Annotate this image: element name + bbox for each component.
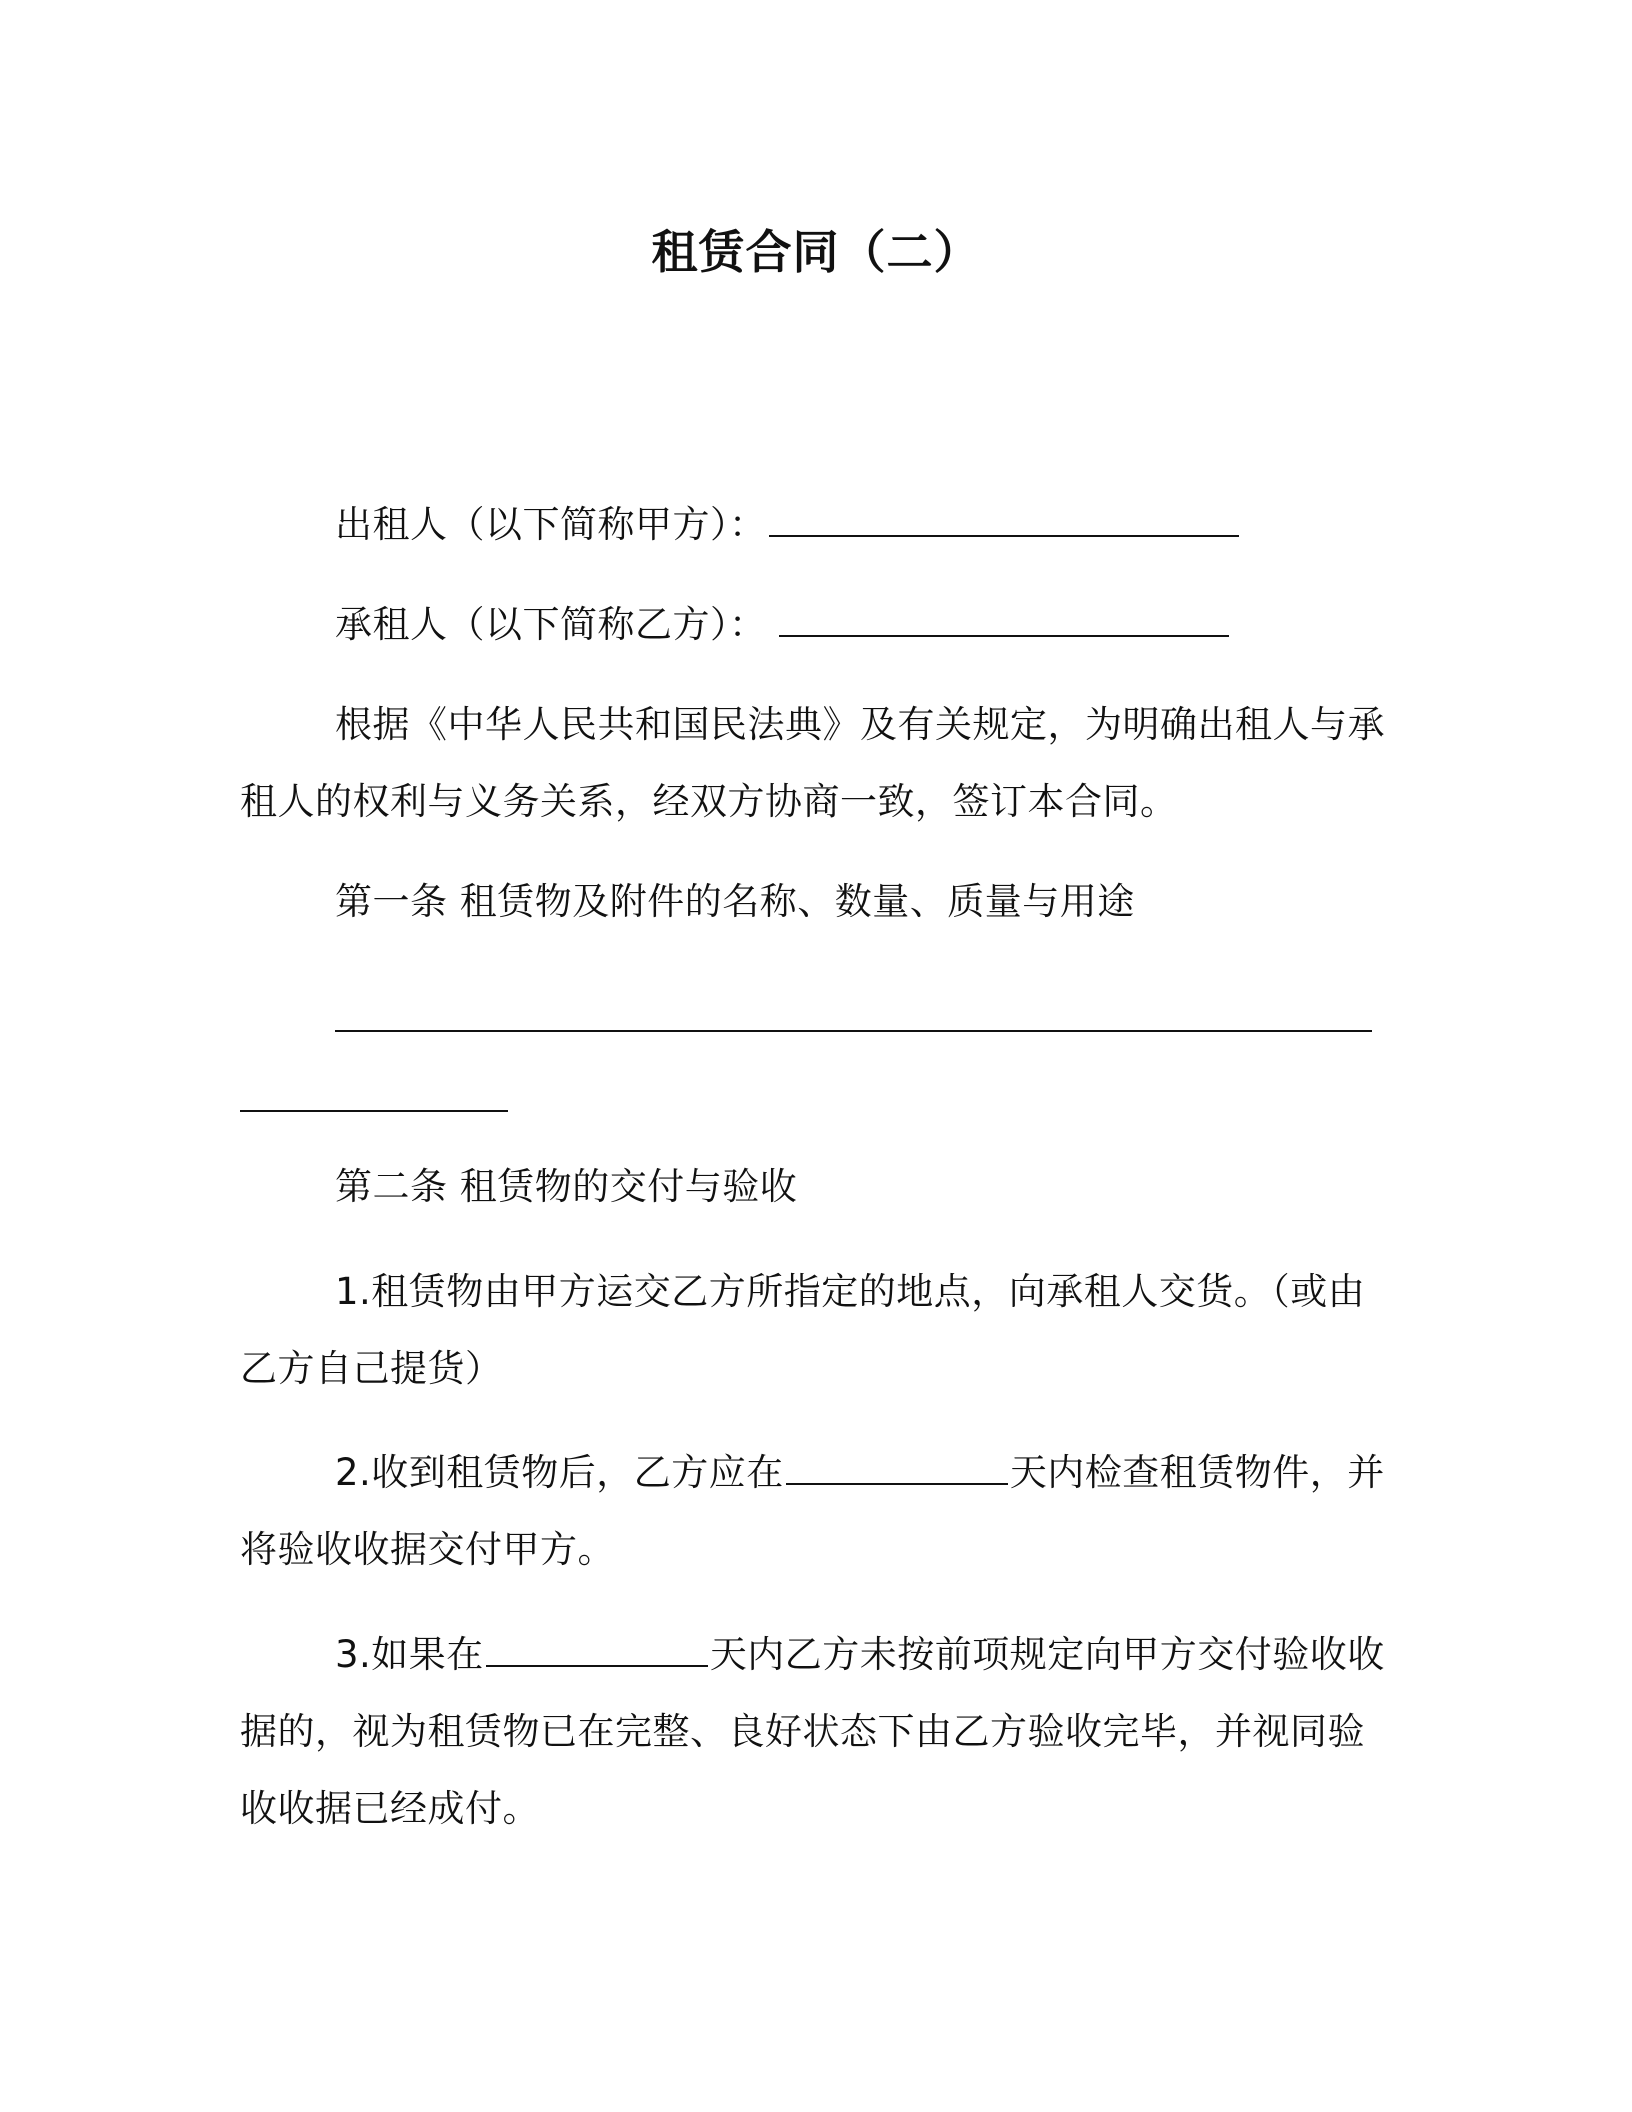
lessor-blank xyxy=(769,505,1239,537)
preamble-line-1: 根据《中华人民共和国民法典》及有关规定，为明确出租人与承 xyxy=(335,703,1385,746)
item-2-suffix: 天内检查租赁物件，并 xyxy=(1009,1451,1385,1494)
item-1-line-1: 1.租赁物由甲方运交乙方所指定的地点，向承租人交货。（或由 xyxy=(335,1270,1366,1313)
article-1-blank-line-2 xyxy=(240,1110,508,1112)
lessor-label: 出租人（以下简称甲方）： xyxy=(335,503,767,546)
lessor-line xyxy=(335,500,1241,550)
document-title: 租赁合同（二） xyxy=(651,225,981,279)
item-2-days-blank xyxy=(786,1453,1008,1485)
article-2-heading: 第二条 租赁物的交付与验收 xyxy=(335,1165,798,1208)
item-2-prefix: 2.收到租赁物后，乙方应在 xyxy=(335,1451,784,1494)
item-2-line-1 xyxy=(335,1448,1385,1498)
item-3-prefix: 3.如果在 xyxy=(335,1633,484,1676)
item-2-line-2: 将验收收据交付甲方。 xyxy=(240,1528,615,1571)
preamble-line-2: 租人的权利与义务关系，经双方协商一致，签订本合同。 xyxy=(240,780,1178,823)
item-3-suffix: 天内乙方未按前项规定向甲方交付验收收 xyxy=(709,1633,1385,1676)
lessee-blank xyxy=(779,605,1229,637)
item-1-line-2: 乙方自己提货） xyxy=(240,1347,503,1390)
item-3-line-2: 据的，视为租赁物已在完整、良好状态下由乙方验收完毕，并视同验 xyxy=(240,1710,1365,1753)
lessee-line xyxy=(335,600,1231,650)
item-3-days-blank xyxy=(486,1635,708,1667)
article-1-heading: 第一条 租赁物及附件的名称、数量、质量与用途 xyxy=(335,880,1135,923)
lessee-label: 承租人（以下简称乙方）： xyxy=(335,603,767,646)
item-3-line-3: 收收据已经成付。 xyxy=(240,1787,540,1830)
article-1-blank-line-1 xyxy=(335,1030,1372,1032)
item-3-line-1 xyxy=(335,1630,1385,1680)
